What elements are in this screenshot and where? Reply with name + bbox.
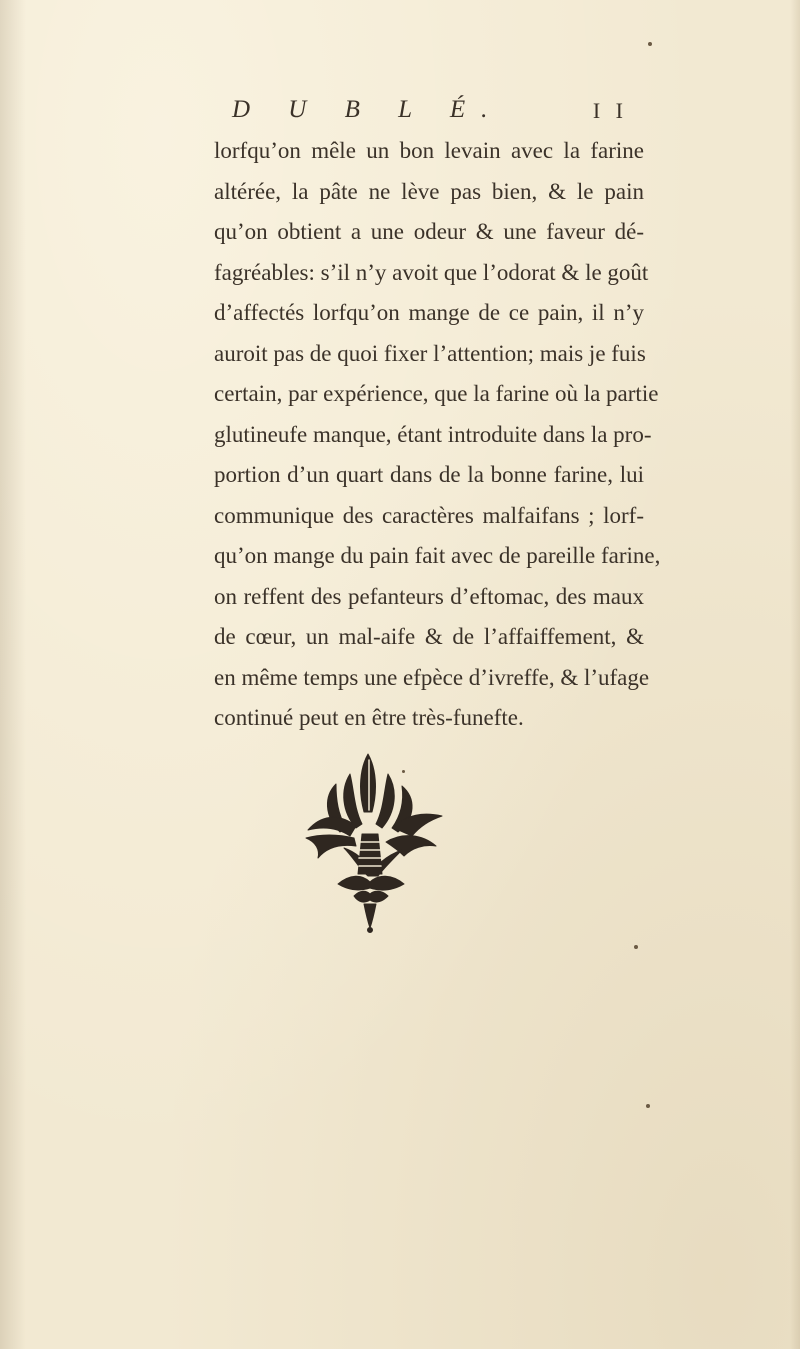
- running-head: [232, 96, 628, 136]
- text-line: lorfqu’on mêle un bon levain avec la farine: [214, 138, 644, 163]
- text-line: portion d’un quart dans de la bonne farine, lui: [214, 462, 644, 487]
- paper-speck: [634, 945, 638, 949]
- text-line: de cœur, un mal-aife & de l’affaiffement, &: [214, 624, 644, 649]
- text-line: communique des caractères malfaifans ; lorf-: [214, 502, 644, 528]
- text-line: continué peut en être très-funefte.: [214, 705, 524, 730]
- text-line: qu’on mange du pain fait avec de pareille farine,: [214, 543, 661, 568]
- page-number: I I: [592, 98, 628, 123]
- page-edge: [790, 0, 800, 1349]
- text-line: altérée, la pâte ne lève pas bien, & le pain: [214, 178, 644, 204]
- paper-speck: [648, 42, 652, 46]
- text-line: auroit pas de quoi fixer l’attention; mais je fuis: [214, 340, 646, 366]
- text-line: on reffent des pefanteurs d’eftomac, des maux: [214, 583, 644, 609]
- gutter-shadow: [0, 0, 26, 1349]
- text-line: fagréables: s’il n’y avoit que l’odorat & le goût: [214, 259, 649, 285]
- paper-speck: [646, 1104, 650, 1108]
- fleuron-icon: [298, 746, 450, 934]
- body-text: [214, 131, 661, 739]
- text-line: certain, par expérience, que la farine où la partie: [214, 381, 659, 406]
- running-head-title: D U B L É.: [232, 96, 504, 123]
- text-line: qu’on obtient a une odeur & une faveur dé-: [214, 219, 644, 244]
- text-line: en même temps une efpèce d’ivreffe, & l’ufage: [214, 664, 650, 690]
- text-line: glutineufe manque, étant introduite dans la pro-: [214, 421, 652, 447]
- text-line: d’affectés lorfqu’on mange de ce pain, il n’y: [214, 300, 644, 325]
